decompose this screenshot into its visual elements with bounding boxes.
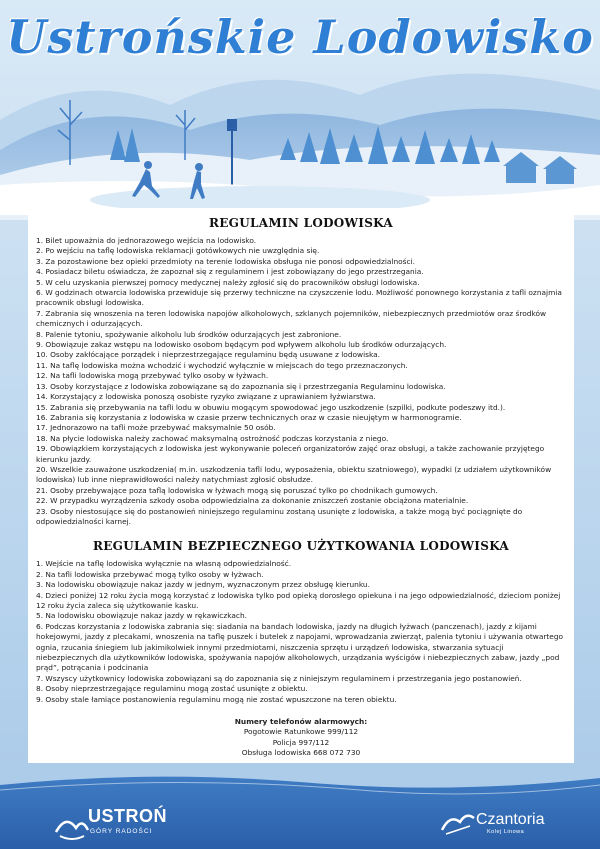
list-item: 13. Osoby korzystające z lodowiska zobowiązane są do zapoznania się i przestrzegania Regulaminu lodowiska. <box>36 381 446 391</box>
regulations-content <box>36 212 566 759</box>
czantoria-logo-icon <box>440 808 476 838</box>
emergency-contacts <box>36 717 566 759</box>
czantoria-logo-tagline: Kolej Linowa <box>487 829 525 835</box>
list-item: 8. Palenie tytoniu, spożywanie alkoholu lub środków odurzających jest zabronione. <box>36 329 342 339</box>
list-item: 15. Zabrania się przebywania na tafli lodu w obuwiu mogącym spowodować jego uszkodzenie (szpilki, podkute podeszwy itd.). <box>36 402 506 412</box>
list-item: 9. Osoby stale łamiące postanowienia regulaminu mogą nie zostać wpuszczone na teren obiektu. <box>36 694 397 704</box>
contact-line: Obsługa lodowiska 668 072 730 <box>241 748 361 758</box>
list-item: 19. Obowiązkiem korzystających z lodowiska jest wykonywanie poleceń organizatorów zajęć oraz obsługi, a także zachowanie przyjętego kierunku jazdy. <box>36 444 545 464</box>
list-item: 1. Bilet upoważnia do jednorazowego wejścia na lodowisko. <box>36 236 257 245</box>
list-item: 1. Wejście na taflę lodowiska wyłącznie na własną odpowiedzialność. <box>36 559 292 569</box>
page-title: Ustrońskie Lodowisko <box>6 10 594 64</box>
list-item: 3. Na lodowisku obowiązuje nakaz jazdy w jednym, wyznaczonym przez obsługę kierunku. <box>36 580 370 590</box>
list-item: 7. Zabrania się wnoszenia na teren lodowiska napojów alkoholowych, szklanych pojemników, niebezpiecznych przedmiotów oraz środków chemicznych i odurzających. <box>36 308 547 329</box>
list-item: 23. Osoby niestosujące się do postanowień niniejszego regulaminu zostaną usunięte z lodowiska, a także mogą być pociągnięte do odpowiedzialności karnej. <box>36 506 523 526</box>
contacts-heading: Numery telefonów alarmowych: <box>234 717 368 727</box>
list-item: 11. Na taflę lodowiska można wchodzić i wychodzić wyłącznie w miejscach do tego przeznaczonych. <box>36 360 408 370</box>
list-item: 8. Osoby nieprzestrzegające regulaminu mogą zostać usunięte z obiektu. <box>36 684 308 694</box>
list-item: 9. Obowiązuje zakaz wstępu na lodowisko osobom będącym pod wpływem alkoholu lub środków odurzających. <box>36 340 447 350</box>
list-item: 17. Jednorazowo na tafli może przebywać maksymalnie 50 osób. <box>36 423 276 433</box>
list-item: 6. Podczas korzystania z lodowiska zabrania się: siadania na bandach lodowiska, jazdy na długich łyżwach (panczenach), jazdy z kijami hokejowymi, jazdy z plecakami, wnoszenia na taflę puszek i butelek z napojami, wprowadzania zwierząt, palenia tytoniu i używania otwartego ognia, rzucania śniegiem lub jakimikolwiek innymi przedmiotami, niszczenia sprzętu i urządzeń lodowiska, stwarzania sytuacji niebezpiecznych dla użytkowników lodowiska, spożywania napojów alkoholowych, urządzania wyścigów i niebezpiecznych zabaw, jazdy „pod prąd”, potrącania i podcinania <box>36 621 564 673</box>
section1-list <box>36 236 566 527</box>
list-item: 10. Osoby zakłócające porządek i nieprzestrzegające regulaminu będą usuwane z lodowiska. <box>36 350 381 360</box>
list-item: 14. Korzystający z lodowiska ponoszą osobiste ryzyko związane z uprawianiem łyżwiarstwa. <box>36 392 376 402</box>
list-item: 2. Na tafli lodowiska przebywać mogą tylko osoby w łyżwach. <box>36 569 264 579</box>
section1-heading: REGULAMIN LODOWISKA <box>208 216 394 230</box>
list-item: 16. Zabrania się korzystania z lodowiska w czasie przerw technicznych oraz w czasie nieujętym w harmonogramie. <box>36 412 462 422</box>
list-item: 5. W celu uzyskania pierwszej pomocy medycznej należy zgłosić się do pracowników obsługi lodowiska. <box>36 277 420 287</box>
list-item: 4. Posiadacz biletu oświadcza, że zapoznał się z regulaminem i jest zobowiązany do jego przestrzegania. <box>36 267 424 277</box>
list-item: 5. Na lodowisku obowiązuje nakaz jazdy w rękawiczkach. <box>36 611 247 621</box>
list-item: 7. Wszyscy użytkownicy lodowiska zobowiązani są do zapoznania się z niniejszym regulaminem i przestrzegania jego postanowień. <box>36 673 522 683</box>
list-item: 6. W godzinach otwarcia lodowiska przewiduje się przerwy techniczne na czyszczenie lodu. Możliwość ponownego korzystania z tafli oznajmia pracownik obsługi lodowiska. <box>36 288 562 308</box>
list-item: 2. Po wejściu na taflę lodowiska reklamacji gotówkowych nie uwzględnia się. <box>36 246 320 256</box>
list-item: 3. Za pozostawione bez opieki przedmioty na terenie lodowiska obsługa nie ponosi odpowiedzialności. <box>36 256 415 266</box>
contact-line: Pogotowie Ratunkowe 999/112 <box>243 727 359 737</box>
list-item: 20. Wszelkie zauważone uszkodzenia( m.in. uszkodzenia tafli lodu, wyposażenia, obiektu szatniowego), wypadki (z udziałem użytkowników lodowiska) lub inne nieprawidłowości należy natychmiast zgłosić obsłudze. <box>36 464 552 485</box>
list-item: 22. W przypadku wyrządzenia szkody osoba odpowiedzialna za dokonanie zniszczeń zostanie obciążona materialnie. <box>36 496 469 506</box>
czantoria-logo-name: Czantoria <box>476 811 545 828</box>
list-item: 21. Osoby przebywające poza taflą lodowiska w łyżwach mogą się poruszać tylko po chodnikach gumowych. <box>36 485 438 495</box>
ustron-logo-tagline: GÓRY RADOŚCI <box>90 828 153 835</box>
list-item: 12. Na tafli lodowiska mogą przebywać tylko osoby w łyżwach. <box>36 371 269 381</box>
section2-list <box>36 559 566 705</box>
contact-line: Policja 997/112 <box>272 737 330 747</box>
section2-heading: REGULAMIN BEZPIECZNEGO UŻYTKOWANIA LODOWISKA <box>92 539 510 554</box>
list-item: 18. Na płycie lodowiska należy zachować maksymalną ostrożność podczas korzystania z niego. <box>36 433 389 443</box>
ustron-logo-name: USTROŃ <box>88 806 167 826</box>
list-item: 4. Dzieci poniżej 12 roku życia mogą korzystać z lodowiska tylko pod opieką dorosłego opiekuna i na jego odpowiedzialność, dzieciom poniżej 12 roku życia zaleca się użytkowanie kasku. <box>36 590 561 610</box>
